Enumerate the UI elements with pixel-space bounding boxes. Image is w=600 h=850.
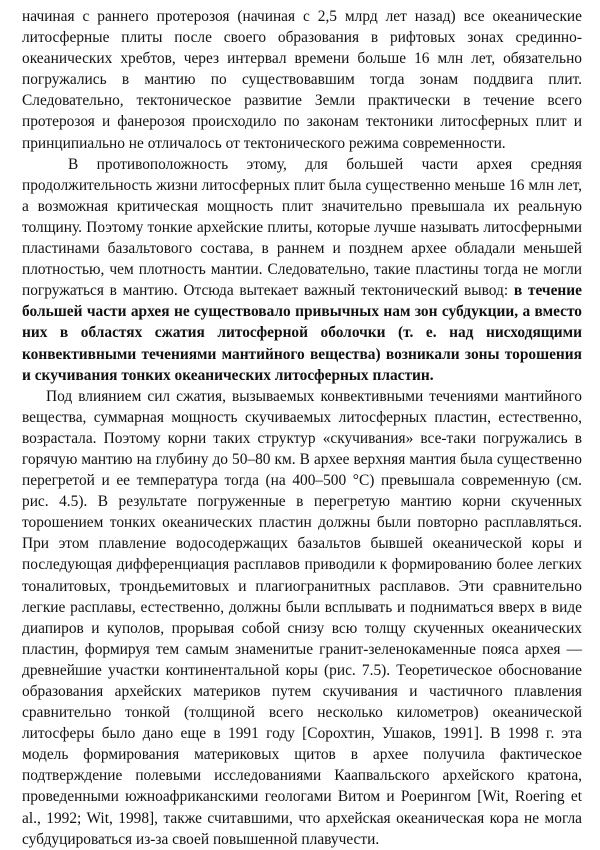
bold-conclusion: в течение большей части архея не существовало привычных нам зон субдукции, а вместо них в областях сжатия литосферной оболочки (т. е. над нисходящими конвективными течениями мантийного вещества) возникали зоны торошения и скучивания тонких океанических литосферных пластин. xyxy=(22,282,582,384)
paragraph-archean-plates xyxy=(22,154,582,386)
paragraph-compression: Под влиянием сил сжатия, вызываемых конвективными течениями мантийного вещества, суммарная мощность скучиваемых литосферных пластин, естественно, возрастала. Поэтому корни таких структур «скучивания» все-таки погружались в горячую мантию на глубину до 50–80 км. В архее верхняя мантия была существенно перегретой и ее температура тогда (на 400–500 °С) превышала современную (см. рис. 4.5). В результате погруженные в перегретую мантию корни скученных торошением тонких океанических пластин должны были повторно расплавляться. При этом плавление водосодержащих базальтов бывшей океанической коры и последующая дифференциация расплавов приводили к формированию более легких тоналитовых, трондьемитовых и плагиогранитных расплавов. Эти сравнительно легкие расплавы, естественно, должны были всплывать и подниматься вверх в виде диапиров и куполов, прорывая собой снизу всю толщу скученных океанических пластин, формируя тем самым знаменитые гранит-зеленокаменные пояса архея — древнейшие участки континентальной коры (рис. 7.5). Теоретическое обоснование образования архейских материков путем скучивания и частичного плавления сравнительно тонкой (толщиной всего несколько километров) океанической литосферы было дано еще в 1991 году [Сорохтин, Ушаков, 1991]. В 1998 г. эта модель формирования материковых щитов в архее получила фактическое подтверждение полевыми исследованиями Каапвальского архейского кратона, проведенными южноафриканскими геологами Витом и Роерингом [Wit, Roering et al., 1992; Wit, 1998], также считавшими, что архейская океаническая кора не могла субдуцироваться из-за своей повышенной плавучести. xyxy=(22,387,582,848)
paragraph-continuation: начиная с раннего протерозоя (начиная с 2,5 млрд лет назад) все океанические литосферные плиты после своего образования в рифтовых зонах срединно-океанических хребтов, через интервал времени больше 16 млн лет, обязательно погружались в мантию по существовавшим тогда зонам поддвига плит. Следовательно, тектоническое развитие Земли практически в течение всего протерозоя и фанерозоя происходило по законам тектоники литосферных плит и принципиально не отличалось от тектонического режима современности. xyxy=(22,8,582,152)
paragraph-text: В противоположность этому, для большей части архея средняя продолжительность жизни литосферных плит была существенно меньше 16 млн лет, а возможная критическая мощность плит значительно превышала их реальную толщину. Поэтому тонкие архейские плиты, которые лучше называть литосферными пластинами базальтового состава, в раннем и позднем архее обладали меньшей плотностью, чем плотность мантии. Следовательно, такие пластины тогда не могли погружаться в мантию. Отсюда вытекает важный тектонический вывод: xyxy=(22,155,582,300)
